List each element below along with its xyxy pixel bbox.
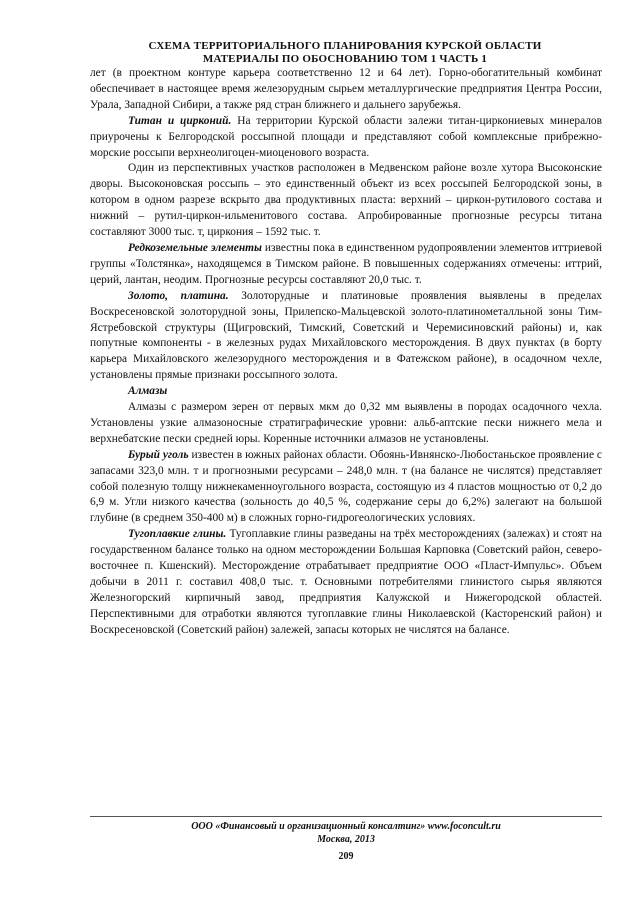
header-title: СХЕМА ТЕРРИТОРИАЛЬНОГО ПЛАНИРОВАНИЯ КУРСКОЙ ОБЛАСТИ xyxy=(148,40,542,52)
section-heading-titanium: Титан и цирконий. xyxy=(128,114,232,127)
paragraph-text: Золоторудные и платиновые проявления выявлены в пределах Воскресеновской золоторудной зоны, Прилепско-Мальцевской золото-платинометалльной зоны Тим-Ястребовской структуры (Щигровский, Тимский, Советский и Черемисиновский районы) и, как попутные компоненты - в железных рудах Михайловского месторождения. В двух пунктах (в борту карьера Михайловского железорудного месторождения и в Фатежском районе), в осадочном чехле, установлены прямые признаки россыпного золота. xyxy=(90,289,602,382)
page-footer xyxy=(90,820,602,846)
paragraph-text: На территории Курской области залежи титан-циркониевых минералов приурочены к Белгородской россыпной площади и представляют собой комплексные прибрежно-морские россыпи верхнеолигоцен-миоценового возраста. xyxy=(90,114,602,159)
paragraph-text: известен в южных районах области. Обоянь-Ивнянско-Любостаньское проявление с запасами 323,0 млн. т и прогнозными ресурсами – 248,0 млн. т (на балансе не числятся) представляет собой полезную толщу нижнекаменноугольного возраста, состоящую из 4 пластов мощностью от 0,2 до 6,9 м. Угли низкого качества (зольность до 40,5 %, содержание серы до 6,2%) залегают на большой глубине (в среднем 350-400 м) в сложных горно-гидрогеологических условиях. xyxy=(90,448,602,525)
header-subtitle: МАТЕРИАЛЫ ПО ОБОСНОВАНИЮ ТОМ 1 ЧАСТЬ 1 xyxy=(202,53,488,65)
page-header xyxy=(90,40,600,66)
footer-company: ООО «Финансовый и организационный консалтинг» www.foconcult.ru xyxy=(191,821,501,832)
paragraph-refractory-clay xyxy=(90,527,602,638)
section-heading-coal: Бурый уголь xyxy=(128,448,189,461)
paragraph-rare-earth xyxy=(90,241,602,289)
paragraph-text: Один из перспективных участков расположен в Медвенском районе возле хутора Высоконские дворы. Высоконовская россыпь – это единственный объект из всех россыпей Белгородской зоны, в котором в одном разрезе вскрыто два продуктивных пласта: верхний – циркон-рутилового состава и нижний – рутил-циркон-ильменитового состава. Апробированные прогнозные ресурсы титана составляют 3000 тыс. т, циркония – 1592 тыс. т. xyxy=(90,162,602,239)
paragraph-titanium-zirconium xyxy=(90,114,602,162)
body-text xyxy=(90,66,602,639)
paragraph-vysokonovskaya xyxy=(90,161,602,241)
footer-city-year: Москва, 2013 xyxy=(317,834,375,845)
section-heading-gold: Золото, платина. xyxy=(128,289,229,302)
paragraph-text: известны пока в единственном рудопроявлении элементов иттриевой группы «Толстянка», находящемся в Тимском районе. В повышенных содержаниях отмечены: иттрий, церий, лантан, неодим. Прогнозные ресурсы составляют 20,0 тыс. т. xyxy=(90,241,603,286)
section-heading-diamonds: Алмазы xyxy=(128,385,168,398)
paragraph-iron-ore-cont xyxy=(90,66,602,114)
paragraph-text: лет (в проектном контуре карьера соответственно 12 и 64 лет). Горно-обогатительный комбинат обеспечивает в настоящее время железорудным сырьем металлургические предприятия Центра России, Урала, Западной Сибири, а также ряд стран ближнего и дальнего зарубежья. xyxy=(90,67,602,111)
paragraph-diamonds-heading xyxy=(90,384,602,400)
page-number: 209 xyxy=(338,851,354,862)
paragraph-diamonds xyxy=(90,400,602,448)
footer-divider xyxy=(90,816,602,817)
paragraph-gold-platinum xyxy=(90,289,602,384)
paragraph-brown-coal xyxy=(90,448,602,528)
section-heading-clay: Тугоплавкие глины. xyxy=(128,528,227,541)
paragraph-text: Алмазы с размером зерен от первых мкм до 0,32 мм выявлены в породах осадочного чехла. Установлены узкие алмазоносные стратиграфические уровни: альб-аптские пески нижнего мела и верхнебатские пески средней юры. Коренные источники алмазов не установлены. xyxy=(90,401,602,445)
paragraph-text: Тугоплавкие глины разведаны на трёх месторождениях (залежах) и стоят на государственном балансе только на одном месторождении Большая Карповка (Советский район, северо-восточнее п. Кшенский). Месторождение отрабатывает предприятие ООО «Пласт-Импульс». Объем добычи в 2011 г. составил 408,0 тыс. т. Основными потребителями глинистого сырья являются Железногорский кирпичный завод, предприятия Калужской и Нижегородской областей. Перспективными для отработки являются тугоплавкие глины Николаевской (Касторенский район) и Воскресеновской (Советский район) залежей, запасы которых не числятся на балансе. xyxy=(90,528,602,636)
section-heading-rare-earth: Редкоземельные элементы xyxy=(128,241,262,254)
